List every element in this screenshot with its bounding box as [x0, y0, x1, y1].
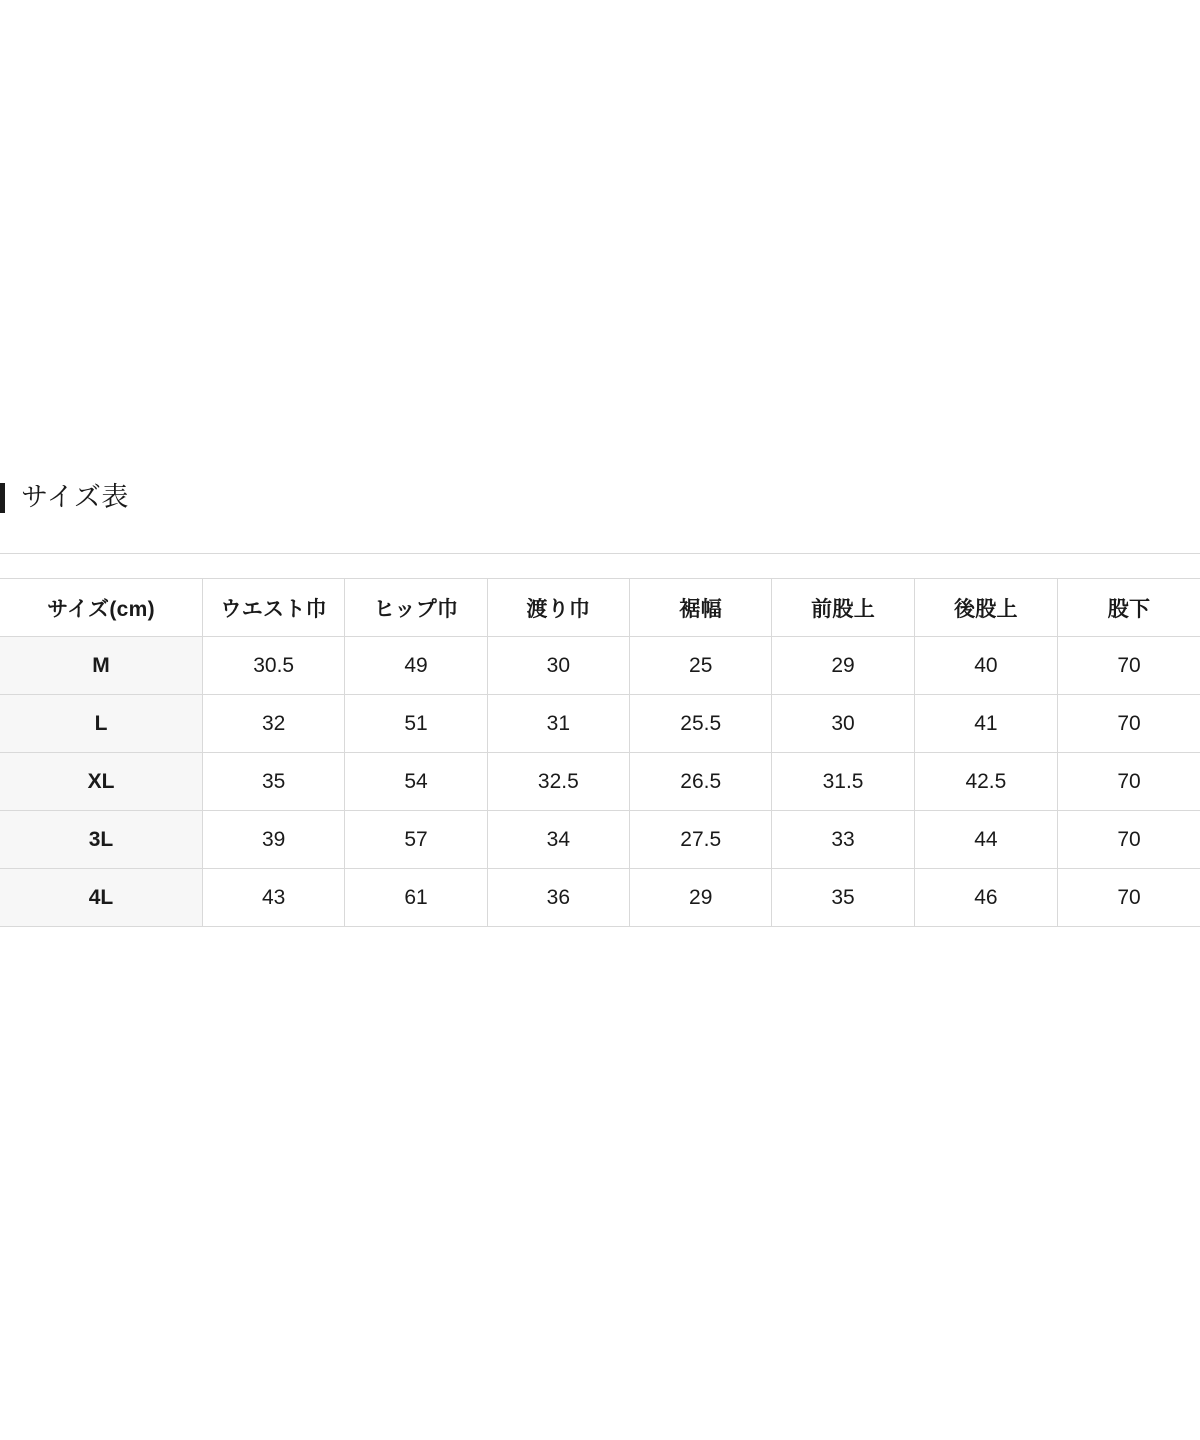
- table-header-row: [0, 579, 1200, 637]
- table-row: [0, 695, 1200, 753]
- cell-hip: 54: [345, 753, 487, 811]
- cell-front-rise: 31.5: [772, 753, 914, 811]
- table-row: [0, 637, 1200, 695]
- cell-hem: 25.5: [630, 695, 772, 753]
- section-header: [0, 482, 1200, 554]
- cell-inseam: 70: [1058, 811, 1200, 869]
- size-table-body: [0, 637, 1200, 927]
- column-header-inseam: 股下: [1058, 579, 1200, 637]
- cell-thigh: 30: [487, 637, 629, 695]
- column-header-thigh: 渡り巾: [487, 579, 629, 637]
- column-header-size: サイズ(cm): [0, 579, 203, 637]
- cell-hem: 27.5: [630, 811, 772, 869]
- table-row: [0, 811, 1200, 869]
- cell-inseam: 70: [1058, 695, 1200, 753]
- size-table: [0, 578, 1200, 927]
- cell-hip: 51: [345, 695, 487, 753]
- row-header-size: M: [0, 637, 203, 695]
- cell-thigh: 31: [487, 695, 629, 753]
- row-header-size: 3L: [0, 811, 203, 869]
- size-table-container: [0, 578, 1200, 927]
- table-row: [0, 869, 1200, 927]
- row-header-size: L: [0, 695, 203, 753]
- cell-front-rise: 35: [772, 869, 914, 927]
- cell-hip: 57: [345, 811, 487, 869]
- cell-waist: 39: [203, 811, 345, 869]
- cell-thigh: 32.5: [487, 753, 629, 811]
- cell-back-rise: 42.5: [914, 753, 1057, 811]
- size-table-header: [0, 579, 1200, 637]
- row-header-size: 4L: [0, 869, 203, 927]
- cell-hip: 49: [345, 637, 487, 695]
- cell-front-rise: 30: [772, 695, 914, 753]
- cell-hem: 26.5: [630, 753, 772, 811]
- cell-waist: 35: [203, 753, 345, 811]
- cell-thigh: 34: [487, 811, 629, 869]
- cell-hip: 61: [345, 869, 487, 927]
- column-header-hem: 裾幅: [630, 579, 772, 637]
- cell-waist: 43: [203, 869, 345, 927]
- cell-inseam: 70: [1058, 753, 1200, 811]
- cell-back-rise: 40: [914, 637, 1057, 695]
- cell-back-rise: 41: [914, 695, 1057, 753]
- column-header-back-rise: 後股上: [914, 579, 1057, 637]
- cell-front-rise: 29: [772, 637, 914, 695]
- row-header-size: XL: [0, 753, 203, 811]
- cell-inseam: 70: [1058, 637, 1200, 695]
- cell-inseam: 70: [1058, 869, 1200, 927]
- column-header-front-rise: 前股上: [772, 579, 914, 637]
- cell-front-rise: 33: [772, 811, 914, 869]
- cell-waist: 32: [203, 695, 345, 753]
- cell-hem: 29: [630, 869, 772, 927]
- cell-back-rise: 46: [914, 869, 1057, 927]
- accent-bar-icon: [0, 483, 5, 513]
- cell-waist: 30.5: [203, 637, 345, 695]
- column-header-waist: ウエスト巾: [203, 579, 345, 637]
- table-row: [0, 753, 1200, 811]
- cell-hem: 25: [630, 637, 772, 695]
- cell-thigh: 36: [487, 869, 629, 927]
- page-title: サイズ表: [21, 482, 129, 512]
- cell-back-rise: 44: [914, 811, 1057, 869]
- column-header-hip: ヒップ巾: [345, 579, 487, 637]
